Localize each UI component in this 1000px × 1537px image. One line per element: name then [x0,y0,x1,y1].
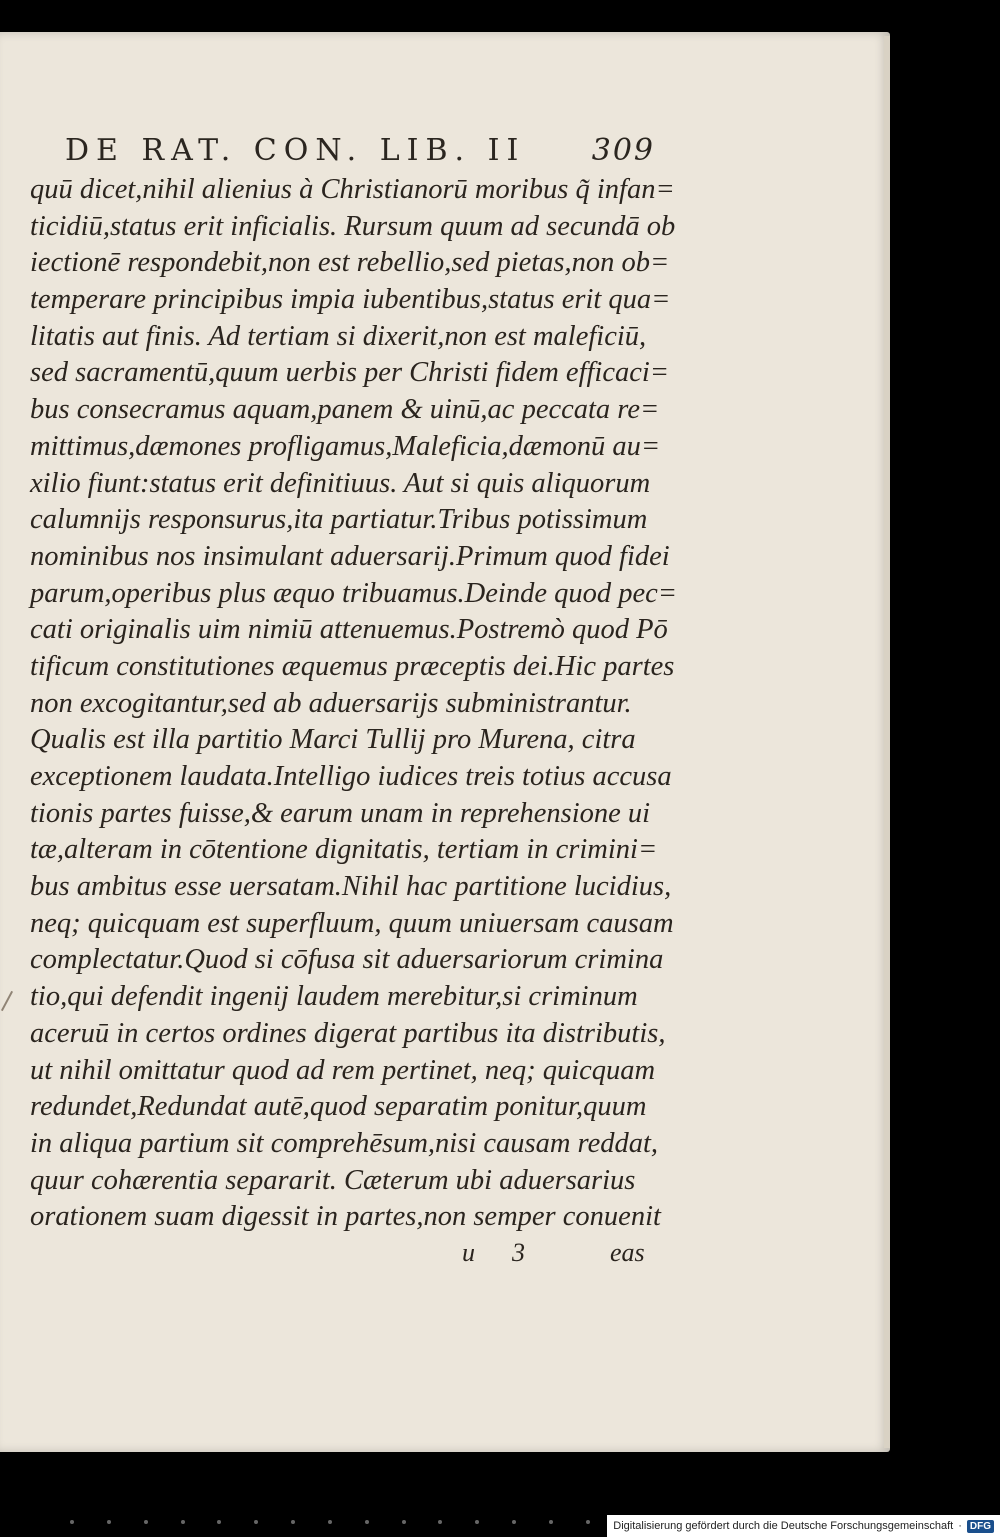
text-line: parum,operibus plus æquo tribuamus.Deinde quod pec= [30,577,677,609]
text-line: tio,qui defendit ingenij laudem merebitur,si criminum [30,981,638,1013]
text-line: complectatur.Quod si cōfusa sit aduersariorum crimina [30,944,664,976]
text-line: sed sacramentū,quum uerbis per Christi fidem efficaci= [30,357,670,389]
text-line: iectionē respondebit,non est rebellio,sed pietas,non ob= [30,247,670,279]
text-line: mittimus,dæmones profligamus,Maleficia,dæmonū au= [30,430,661,462]
running-head [65,133,655,168]
credit-separator: · [958,1520,962,1532]
text-line: aceruū in certos ordines digerat partibus ita distributis, [30,1017,666,1049]
page-number: 309 [591,133,655,168]
text-line: calumnijs responsurus,ita partiatur.Tribus potissimum [30,504,648,536]
text-line: ticidiū,status erit inficialis. Rursum quum ad secundā ob [30,210,676,242]
page-edge [884,36,890,1448]
credit-text: Digitalisierung gefördert durch die Deutsche Forschungsgemeinschaft [613,1520,954,1532]
text-line: orationem suam digessit in partes,non semper conuenit [30,1201,661,1233]
text-line: tionis partes fuisse,& earum unam in reprehensione ui [30,797,651,829]
text-line: quū dicet,nihil alienius à Christianorū moribus q̃ infan= [30,174,675,205]
running-head-title: DE RAT. CON. LIB. II [65,133,526,168]
text-line: exceptionem laudata.Intelligo iudices treis totius accusa [30,761,672,792]
text-line: bus ambitus esse uersatam.Nihil hac partitione lucidius, [30,871,672,903]
text-line: tificum constitutiones æquemus præceptis dei.Hic partes [30,650,675,682]
signature-mark: u [462,1238,475,1267]
scan-border-dots [70,1520,590,1524]
text-line: temperare principibus impia iubentibus,status erit qua= [30,284,671,316]
body-text [30,172,677,1236]
text-line: litatis aut finis. Ad tertiam si dixerit,non est maleficiū, [30,320,647,352]
text-line: nominibus nos insimulant aduersarij.Primum quod fidei [30,540,670,572]
text-line: neq; quicquam est superfluum, quum uniuersam causam [30,907,674,939]
catchword: eas [610,1238,645,1267]
text-line: tæ,alteram in cōtentione dignitatis, tertiam in crimini= [30,834,658,866]
dfg-logo-icon: DFG [967,1520,994,1533]
text-line: xilio fiunt:status erit definitiuus. Aut si quis aliquorum [30,467,651,499]
text-line: ut nihil omittatur quod ad rem pertinet, neq; quicquam [30,1054,656,1086]
digitization-credit [607,1515,1000,1537]
text-line: redundet,Redundat autē,quod separatim ponitur,quum [30,1091,647,1123]
text-line: Qualis est illa partitio Marci Tullij pro Murena, citra [30,724,636,756]
text-line: cati originalis uim nimiū attenuemus.Postremò quod Pō [30,614,668,646]
text-line: bus consecramus aquam,panem & uinū,ac peccata re= [30,394,660,426]
text-line: quur cohærentia separarit. Cæterum ubi aduersarius [30,1164,636,1196]
text-line: in aliqua partium sit comprehēsum,nisi causam reddat, [30,1127,659,1159]
text-line: non excogitantur,sed ab aduersarijs subministrantur. [30,687,632,719]
signature-number: 3 [512,1238,525,1267]
